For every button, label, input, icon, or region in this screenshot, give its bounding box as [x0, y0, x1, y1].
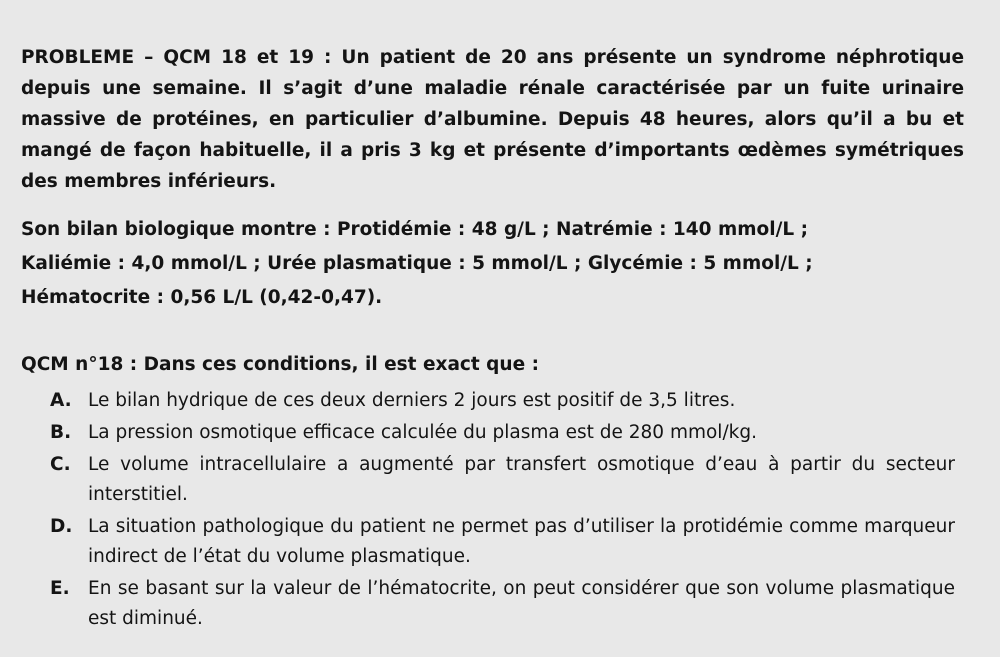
option-b	[50, 418, 955, 448]
lab-line-1: Son bilan biologique montre : Protidémie : 48 g/L ; Natrémie : 140 mmol/L ;	[21, 219, 808, 240]
problem-text: PROBLEME – QCM 18 et 19 : Un patient de 20 ans présente un syndrome néphrotique depuis une semaine. Il s’agit d’une maladie rénale caractérisée par un fuite urinaire massive de protéines, en particulier d’albumine. Depuis 48 heures, alors qu’il a bu et mangé de façon habituelle, il a pris 3 kg et présente d’importants œdèmes symétriques des membres inférieurs.	[21, 47, 964, 192]
option-text: La situation pathologique du patient ne permet pas d’utiliser la protidémie comme marqueur indirect de l’état du volume plasmatique.	[88, 516, 955, 567]
option-text: En se basant sur la valeur de l’hématocrite, on peut considérer que son volume plasmatique est diminué.	[88, 578, 955, 629]
lab-line-3: Hématocrite : 0,56 L/L (0,42-0,47).	[21, 287, 383, 308]
option-text: La pression osmotique efficace calculée du plasma est de 280 mmol/kg.	[88, 422, 758, 443]
option-letter: B.	[50, 422, 72, 443]
option-letter: A.	[50, 390, 72, 411]
option-a	[50, 386, 955, 416]
question-title: QCM n°18 : Dans ces conditions, il est exact que :	[21, 354, 539, 375]
option-c	[50, 450, 955, 510]
problem-paragraph	[21, 42, 964, 197]
lab-results	[21, 213, 964, 315]
answer-options	[50, 386, 955, 636]
option-text: Le volume intracellulaire a augmenté par transfert osmotique d’eau à partir du secteur interstitiel.	[88, 454, 955, 505]
option-e	[50, 574, 955, 634]
option-letter: C.	[50, 454, 71, 475]
lab-line-2: Kaliémie : 4,0 mmol/L ; Urée plasmatique : 5 mmol/L ; Glycémie : 5 mmol/L ;	[21, 253, 813, 274]
option-letter: E.	[50, 578, 70, 599]
option-d	[50, 512, 955, 572]
option-letter: D.	[50, 516, 73, 537]
option-text: Le bilan hydrique de ces deux derniers 2 jours est positif de 3,5 litres.	[88, 390, 736, 411]
